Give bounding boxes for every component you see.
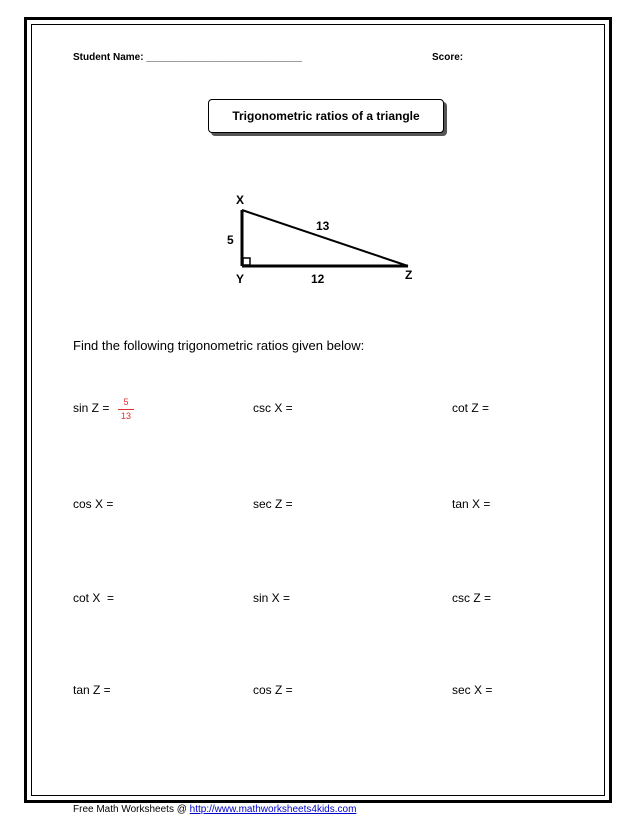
footer <box>73 804 356 815</box>
problem-tan-x: tan X = <box>452 497 491 511</box>
right-angle-marker <box>243 258 250 265</box>
problem-cot-z: cot Z = <box>452 401 490 415</box>
problem-cos-x: cos X = <box>73 497 114 511</box>
problem-sin-z: sin Z = <box>73 401 110 415</box>
problem-csc-z: csc Z = <box>452 591 492 605</box>
score-label: Score: <box>432 52 464 63</box>
vertex-z-label: Z <box>405 268 413 282</box>
footer-link[interactable]: http://www.mathworksheets4kids.com <box>189 804 357 815</box>
problem-cos-z: cos Z = <box>253 683 293 697</box>
vertex-x-label: X <box>236 193 245 207</box>
answer-denominator: 13 <box>120 411 131 421</box>
vertex-y-label: Y <box>236 272 245 286</box>
side-yz-length: 12 <box>311 272 325 286</box>
side-xy-length: 5 <box>227 233 234 247</box>
problem-csc-x: csc X = <box>253 401 293 415</box>
problem-cot-x: cot X = <box>73 591 115 605</box>
right-triangle-diagram <box>200 185 440 295</box>
side-xz-length: 13 <box>316 219 330 233</box>
student-name-field: Student Name: ____________________________ <box>73 52 303 63</box>
worksheet-title-text: Trigonometric ratios of a triangle <box>232 109 420 123</box>
footer-text: Free Math Worksheets @ <box>73 804 190 815</box>
answer-fraction <box>118 397 134 422</box>
problem-sec-z: sec Z = <box>253 497 293 511</box>
problem-sin-x: sin X = <box>253 591 291 605</box>
fraction-bar <box>118 409 134 410</box>
worksheet-title <box>208 99 444 133</box>
answer-numerator: 5 <box>123 397 129 407</box>
instructions: Find the following trigonometric ratios given below: <box>73 338 365 353</box>
problem-sec-x: sec X = <box>452 683 493 697</box>
problem-tan-z: tan Z = <box>73 683 111 697</box>
